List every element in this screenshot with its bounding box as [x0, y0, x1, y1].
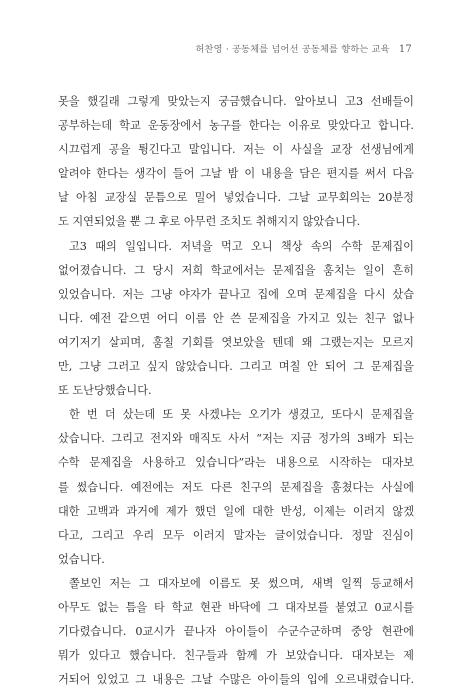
text-line: 대한 고백과 과거에 제가 했던 일에 대한 반성, 이제는 이러지 않겠 [58, 504, 414, 518]
text-line: 를 썼습니다. 예전에는 저도 다른 친구의 문제집을 훔쳤다는 사실에 [58, 480, 414, 494]
text-line: 또 도난당했습니다. [58, 384, 152, 398]
text-line: 공부하는데 학교 운동장에서 농구를 한다는 이유로 맞았다고 합니다. [58, 119, 414, 133]
text-line: 쫄보인 저는 그 대자보에 이름도 못 썼으며, 새벽 일찍 등교해서 [69, 576, 414, 590]
text-line: 뭐가 있다고 했습니다. 친구들과 함께 가 보았습니다. 대자보는 제 [58, 649, 414, 663]
text-line: 시끄럽게 공을 튕긴다고 말입니다. 저는 이 사실을 교장 선생님에게 [58, 143, 414, 157]
header-author: 허찬영 [195, 44, 223, 55]
text-line: 수학 문제집을 사용하고 있습니다”라는 내용으로 시작하는 대자보 [58, 456, 414, 470]
text-line: 니다. 예전 같으면 어디 이름 안 쓴 문제집을 가지고 있는 친구 없나 [58, 311, 414, 325]
text-line: 없어졌습니다. 그 당시 저희 학교에서는 문제집을 훔치는 일이 흔히 [58, 263, 414, 277]
text-line: 못을 했길래 그렇게 맞았는지 궁금했습니다. 알아보니 고3 선배들이 [58, 95, 414, 108]
body-text [58, 90, 414, 692]
text-line: 여기저기 살피며, 훔칠 기회를 엿보았을 텐데 왜 그랬는지는 모르지 [58, 335, 414, 349]
text-line: 샀습니다. 그리고 전지와 매직도 사서 “저는 지금 정가의 3배가 되는 [58, 432, 414, 446]
text-line: 날 아침 교장실 문틈으로 밀어 넣었습니다. 그날 교무회의는 20분정 [58, 191, 414, 205]
header-separator: · [225, 44, 229, 55]
text-line: 있었습니다. 저는 그냥 야자가 끝나고 집에 오며 문제집을 다시 샀습 [58, 287, 414, 301]
text-line: 만, 그냥 그러고 싶지 않았습니다. 그리고 며칠 안 되어 그 문제집을 [58, 360, 414, 374]
text-line: 다고, 그리고 우리 모두 이러지 말자는 글이었습니다. 정말 진심이 [58, 528, 414, 542]
text-line: 고3 때의 일입니다. 저녁을 먹고 오니 책상 속의 수학 문제집이 [69, 239, 414, 253]
text-line: 었습니다. [58, 552, 105, 566]
header-chapter-title: 공동체를 넘어선 공동체를 향하는 교육 [232, 44, 390, 55]
text-line: 거되어 있었고 그 내용은 그날 수많은 아이들의 입에 오르내렸습니다. [58, 673, 414, 687]
text-line: 아무도 없는 틈을 타 학교 현관 바닥에 그 대자보를 붙였고 0교시를 [58, 600, 414, 614]
text-line: 알려야 한다는 생각이 들어 그날 밤 이 내용을 담은 편지를 써서 다음 [58, 167, 414, 181]
text-line: 한 번 더 샀는데 또 못 사겠냐는 오기가 생겼고, 또다시 문제집을 [69, 408, 414, 422]
page-number: 17 [398, 44, 412, 55]
text-line: 도 지연되었을 뿐 그 후로 아무런 조치도 취해지지 않았습니다. [58, 215, 361, 229]
running-header [195, 41, 412, 55]
text-line: 기다렸습니다. 0교시가 끝나자 아이들이 수군수군하며 중앙 현관에 [58, 625, 414, 639]
